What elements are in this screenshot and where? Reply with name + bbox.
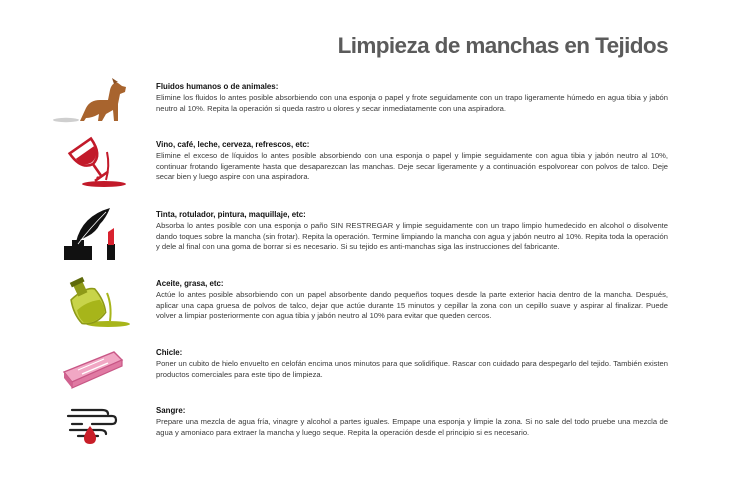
section-body: Absorba lo antes posible con una esponja o paño SIN RESTREGAR y limpie seguidamente con un trapo limpio humedecido en alcohol o disolvente dando toques sobre la mancha (sin frotar). Repita la operación. Termine limpiando la mancha con agua y jabón neutro al 10%. Repita toda la operación y dele al final con una goma de borrar si es necesario. Si su tejido es anti-manchas siga las instrucciones del fabricante. — [156, 221, 668, 252]
section-heading: Sangre: — [156, 406, 186, 415]
section-body: Elimine el exceso de líquidos lo antes posible absorbiendo con una esponja o papel y limpie seguidamente con agua tibia y jabón neutro al 10%, continuar frotando ligeramente hasta que desaparezcan las manchas. Deje secar ligeramente y a continuación espolvorear con polvos de talco. Deje secar bien y luego aspire con una aspiradora. — [156, 151, 668, 182]
blood-drop-icon — [52, 402, 132, 462]
section-body: Poner un cubito de hielo envuelto en celofán encima unos minutos para que solidifique. Rascar con cuidado para despegarlo del tejido. También existen productos comerciales para este tipo de limpieza. — [156, 359, 668, 379]
chewing-gum-icon — [52, 344, 132, 404]
ink-feather-lipstick-icon — [52, 206, 132, 266]
section-body: Prepare una mezcla de agua fría, vinagre y alcohol a partes iguales. Empape una esponja y limpie la zona. Si no sale del todo pruebe una mezcla de agua y amoniaco para extraer la mancha y luego seque. Repita la operación desde el principio si es necesario. — [156, 417, 668, 437]
section-heading: Vino, café, leche, cerveza, refrescos, etc: — [156, 140, 310, 149]
page-title: Limpieza de manchas en Tejidos — [337, 33, 668, 58]
oil-bottle-icon — [52, 275, 132, 335]
section-heading: Chicle: — [156, 348, 183, 357]
section-body: Elimine los fluidos lo antes posible absorbiendo con una esponja o papel y frote seguidamente con un trapo ligeramente húmedo en agua tibia y jabón neutro al 10%. Repita la operación si queda rastro u olores y secar inmediatamente con una aspiradora. — [156, 93, 668, 113]
spilled-wine-glass-icon — [52, 136, 132, 196]
section-heading: Fluidos humanos o de animales: — [156, 82, 279, 91]
section-heading: Aceite, grasa, etc: — [156, 279, 224, 288]
section-heading: Tinta, rotulador, pintura, maquillaje, etc: — [156, 210, 306, 219]
section-body: Actúe lo antes posible absorbiendo con un papel absorbente dando pequeños toques desde la parte exterior hacia dentro de la mancha. Después, aplicar una capa gruesa de polvos de talco, dejar que actúe durante 15 minutos y cepillar la zona con un cepillo suave y aspirar al finalizar. Puede volver a limpiar posteriormente con agua tibia y jabón neutro al 10% para evitar que queden cercos. — [156, 290, 668, 321]
dog-icon — [52, 78, 132, 138]
